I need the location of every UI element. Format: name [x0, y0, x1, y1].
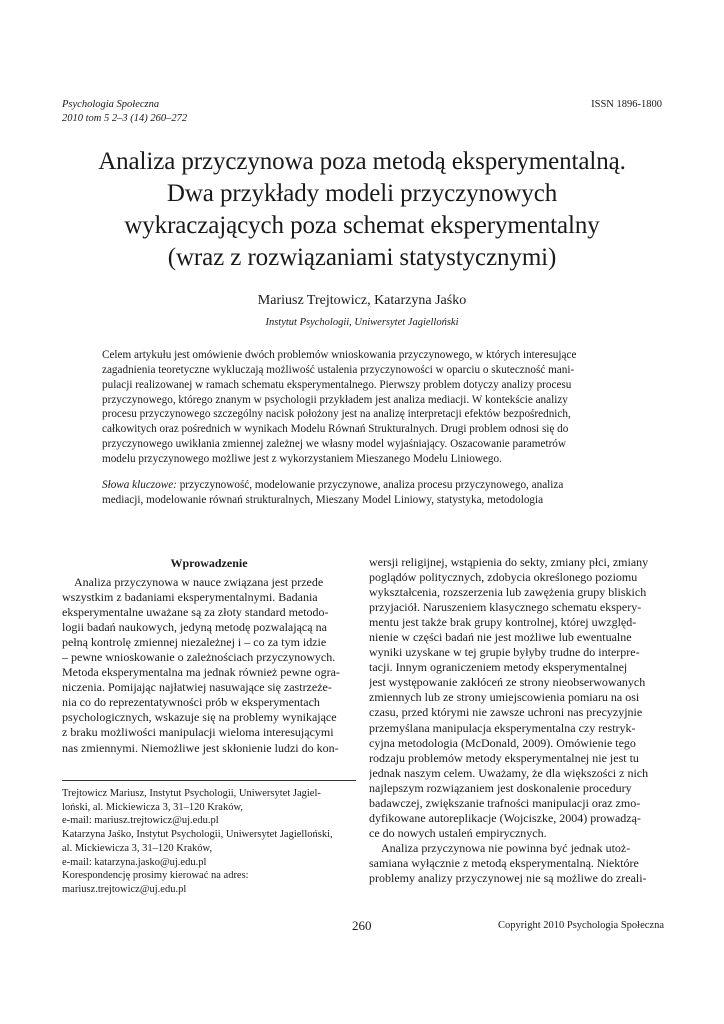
footnote-line: Korespondencję prosimy kierować na adres: [62, 870, 249, 882]
title-line: (wraz z rozwiązaniami statystycznymi) [167, 244, 557, 271]
body-line: ce do nowych ustaleń empirycznych. [369, 825, 547, 840]
body-line: nienie w części badań nie jest możliwe lub ewentualne [369, 630, 632, 645]
issn: ISSN 1896-1800 [591, 99, 662, 110]
footnote-line: e-mail: katarzyna.jasko@uj.edu.pl [62, 856, 207, 868]
body-line: dyfikowane autoreplikacje (Wojciszke, 2004) prowadzą- [369, 810, 641, 825]
abstract-line: przyczynowego uwikłania zmiennej zależnej we własny model wyjaśniający. Oszacowanie parametrów [102, 438, 566, 451]
body-line: z braku możliwości manipulacji wieloma interesującymi [62, 725, 334, 740]
body-line: wersji religijnej, wstąpienia do sekty, zmiany płci, zmiany [369, 555, 649, 569]
body-line: zmiennych lub ze strony umiejscowienia pomiaru na osi [369, 690, 640, 705]
body-line: wyniki uzyskane w tej grupie byłyby trudne do interpre- [369, 645, 640, 660]
abstract-line: całkowitych oraz pośrednich w wynikach Modelu Równań Strukturalnych. Drugi problem odnosi się do [102, 423, 569, 436]
body-line: nia co do reprezentatywności prób w eksperymentach [62, 695, 320, 710]
body-line: wszystkim z badaniami eksperymentalnymi. Badania [62, 590, 318, 605]
body-line: poglądów politycznych, zdobycia określonego poziomu [369, 570, 638, 585]
body-line: pełną kontrolę zmiennej niezależnej i – co za tym idzie [62, 635, 327, 650]
footnote-line: mariusz.trejtowicz@uj.edu.pl [62, 883, 187, 895]
body-line: psychologicznych, wskazuje się na problemy wynikające [62, 710, 337, 725]
body-line: badawczej, zwiększanie trafności manipulacji oraz zmo- [369, 795, 641, 810]
abstract-line: przyczynowego, którego znanym w psychologii przykładem jest analiza mediacji. W kontekście analizy [102, 393, 568, 406]
body-line: przemyślana manipulacja eksperymentalna czy restryk- [369, 720, 636, 735]
keywords-line: mediacji, modelowanie równań strukturalnych, Mieszany Model Liniowy, statystyka, metodologia [102, 493, 544, 506]
journal-name: Psychologia Społeczna [62, 99, 160, 110]
footnote-rule [62, 780, 356, 781]
body-line: najlepszym rozwiązaniem jest doskonalenie procedury [369, 780, 632, 795]
abstract-line: Celem artykułu jest omówienie dwóch problemów wnioskowania przyczynowego, w których interesujące [102, 349, 577, 361]
body-line: – pewne wnioskowanie o zależnościach przyczynowych. [62, 650, 336, 665]
body-line: samiana wyłącznie z metodą eksperymentalną. Niektóre [369, 855, 639, 870]
body-line: Analiza przyczynowa nie powinna być jednak utoż- [381, 840, 631, 855]
paper-title [40, 146, 684, 274]
body-line: przyjaciół. Naruszeniem klasycznego schematu ekspery- [369, 600, 642, 615]
body-line: Metoda eksperymentalna ma jednak również pewne ogra- [62, 665, 340, 680]
body-line: tacji. Innym ograniczeniem metody eksperymentalnej [369, 660, 628, 675]
abstract [102, 348, 622, 467]
abstract-line: zagadnienia teoretyczne wykluczają możliwość ustalenia przyczynowości w oparciu o skuteczność mani- [102, 363, 575, 376]
keywords [102, 478, 622, 508]
body-line: cyjna metodologia (McDonald, 2009). Omówienie tego [369, 735, 636, 750]
body-line: jest występowanie zakłóceń ze strony nieobserwowanych [369, 675, 646, 690]
copyright-notice: Copyright 2010 Psychologia Społeczna [498, 920, 664, 931]
keywords-label: Słowa kluczowe: [102, 479, 177, 491]
body-line: niczenia. Pomijając najłatwiej nasuwające się zastrzeże- [62, 680, 332, 695]
body-line: Analiza przyczynowa w nauce związana jest przede [74, 575, 324, 589]
body-line: wykształcenia, rozszerzenia lub zawężenia grupy bliskich [369, 585, 647, 600]
section-heading: Wprowadzenie [170, 556, 248, 570]
footnote-line: al. Mickiewicza 3, 31–120 Kraków, [62, 842, 213, 854]
footnote-line: Trejtowicz Mariusz, Instytut Psychologii, Uniwersytet Jagiel- [62, 788, 321, 799]
footnote-line: e-mail: mariusz.trejtowicz@uj.edu.pl [62, 815, 219, 827]
left-column [62, 575, 356, 756]
body-line: mentu jest także brak grupy kontrolnej, której uwzględ- [369, 615, 637, 630]
body-line: czasu, przed którymi nie zawsze uchroni nas precyzyjnie [369, 705, 643, 720]
body-line: rodzaju problemów metody eksperymentalnej nie jest tu [369, 750, 639, 765]
keywords-text: przyczynowość, modelowanie przyczynowe, analiza procesu przyczynowego, analiza [176, 479, 564, 491]
right-column [369, 555, 663, 886]
authors: Mariusz Trejtowicz, Katarzyna Jaśko [257, 293, 467, 308]
footnote-line: loński, al. Mickiewicza 3, 31–120 Kraków, [62, 801, 243, 813]
title-line: Analiza przyczynowa poza metodą eksperymentalną. [98, 148, 626, 175]
abstract-line: pulacji realizowanej w ramach schematu eksperymentalnego. Pierwszy problem dotyczy analizy procesu [102, 378, 572, 391]
body-line: nas zmiennymi. Niemożliwe jest skłonienie ludzi do kon- [62, 740, 339, 755]
body-line: eksperymentalne uważane są za złoty standard metodo- [62, 605, 329, 620]
body-line: jednak naszym celem. Uważamy, że dla większości z nich [369, 765, 649, 780]
body-line: logii badań naukowych, jedyną metodę pozwalającą na [62, 620, 327, 635]
abstract-line: modelu przyczynowego możliwe jest z wykorzystaniem Mieszanego Modelu Liniowego. [102, 452, 502, 465]
affiliation: Instytut Psychologii, Uniwersytet Jagielloński [265, 317, 459, 328]
title-line: Dwa przykłady modeli przyczynowych [166, 180, 558, 207]
footnote [62, 787, 356, 897]
page-number: 260 [352, 918, 372, 933]
keywords-line [102, 478, 622, 493]
volume-info: 2010 tom 5 2–3 (14) 260–272 [62, 113, 188, 124]
title-line: wykraczających poza schemat eksperymentalny [124, 212, 600, 239]
footnote-line: Katarzyna Jaśko, Instytut Psychologii, Uniwersytet Jagielloński, [62, 829, 333, 841]
abstract-line: procesu przyczynowego szczególny nacisk położony jest na analizę interpretacji efektów bezpośrednich, [102, 408, 571, 421]
body-line: problemy analizy przyczynowej nie są możliwe do zreali- [369, 870, 647, 885]
